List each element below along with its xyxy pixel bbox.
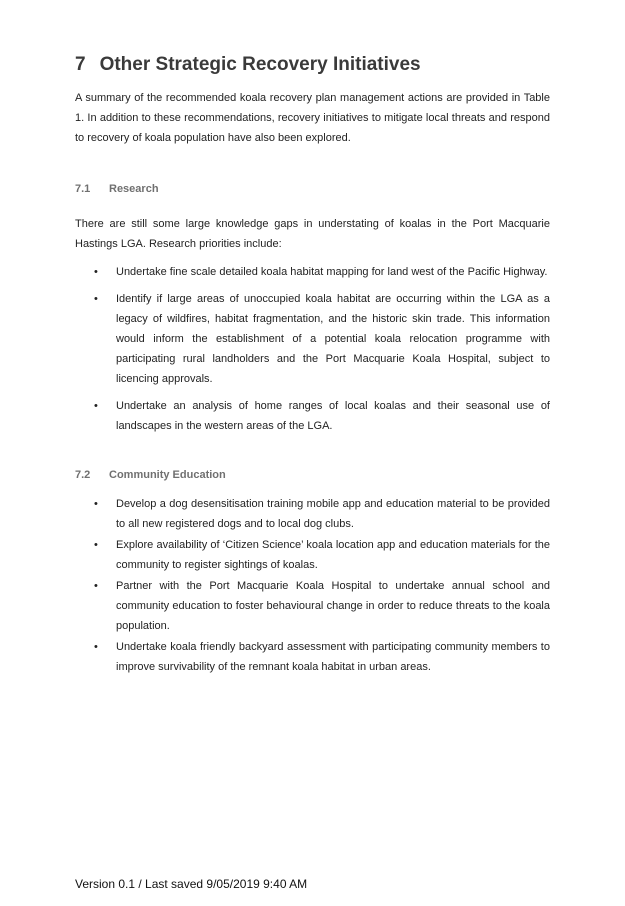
section-heading [75, 52, 550, 78]
list-item [75, 494, 550, 534]
document-page [75, 52, 550, 678]
research-intro-paragraph: There are still some large knowledge gaps in understating of koalas in the Port Macquarie Hastings LGA. Research priorities include: [75, 218, 550, 250]
research-priorities-list [75, 262, 550, 436]
bullet-icon: • [94, 266, 98, 278]
bullet-icon: • [94, 498, 98, 510]
subsection-title: Research [109, 183, 159, 195]
section-title: Other Strategic Recovery Initiatives [99, 54, 421, 75]
bullet-icon: • [94, 580, 98, 592]
bullet-icon: • [94, 539, 98, 551]
bullet-icon: • [94, 641, 98, 653]
subsection-heading-research [75, 181, 550, 197]
list-item-text: Partner with the Port Macquarie Koala Hospital to undertake annual school and community education to foster behavioural change in order to reduce threats to the koala population. [116, 580, 550, 632]
subsection-title: Community Education [109, 469, 226, 481]
page-footer: Version 0.1 / Last saved 9/05/2019 9:40 AM [75, 877, 308, 891]
list-item [75, 262, 550, 282]
subsection-heading-community-education [75, 467, 550, 483]
list-item-text: Undertake an analysis of home ranges of local koalas and their seasonal use of landscapes in the western areas of the LGA. [116, 400, 550, 432]
bullet-icon: • [94, 293, 98, 305]
subsection-number: 7.2 [75, 469, 91, 481]
list-item-text: Develop a dog desensitisation training mobile app and education material to be provided to all new registered dogs and to local dog clubs. [116, 498, 550, 530]
list-item-text: Identify if large areas of unoccupied koala habitat are occurring within the LGA as a legacy of wildfires, habitat fragmentation, and the historic skin trade. This information would inform the establishment of a potential koala relocation programme with participating rural landholders and the Port Macquarie Koala Hospital, subject to licencing approvals. [116, 293, 550, 385]
list-item-text: Undertake koala friendly backyard assessment with participating community members to improve survivability of the remnant koala habitat in urban areas. [116, 641, 550, 673]
list-item [75, 576, 550, 636]
bullet-icon: • [94, 400, 98, 412]
section-intro-paragraph: A summary of the recommended koala recovery plan management actions are provided in Table 1. In addition to these recommendations, recovery initiatives to mitigate local threats and respond to recovery of koala population have also been explored. [75, 92, 550, 144]
section-number: 7 [75, 54, 86, 75]
list-item-text: Undertake fine scale detailed koala habitat mapping for land west of the Pacific Highway. [116, 266, 548, 278]
list-item [75, 637, 550, 677]
community-education-list [75, 494, 550, 677]
list-item-text: Explore availability of ‘Citizen Science’ koala location app and education materials for the community to register sightings of koalas. [116, 539, 550, 571]
list-item [75, 396, 550, 436]
list-item [75, 535, 550, 575]
subsection-number: 7.1 [75, 183, 91, 195]
list-item [75, 289, 550, 389]
